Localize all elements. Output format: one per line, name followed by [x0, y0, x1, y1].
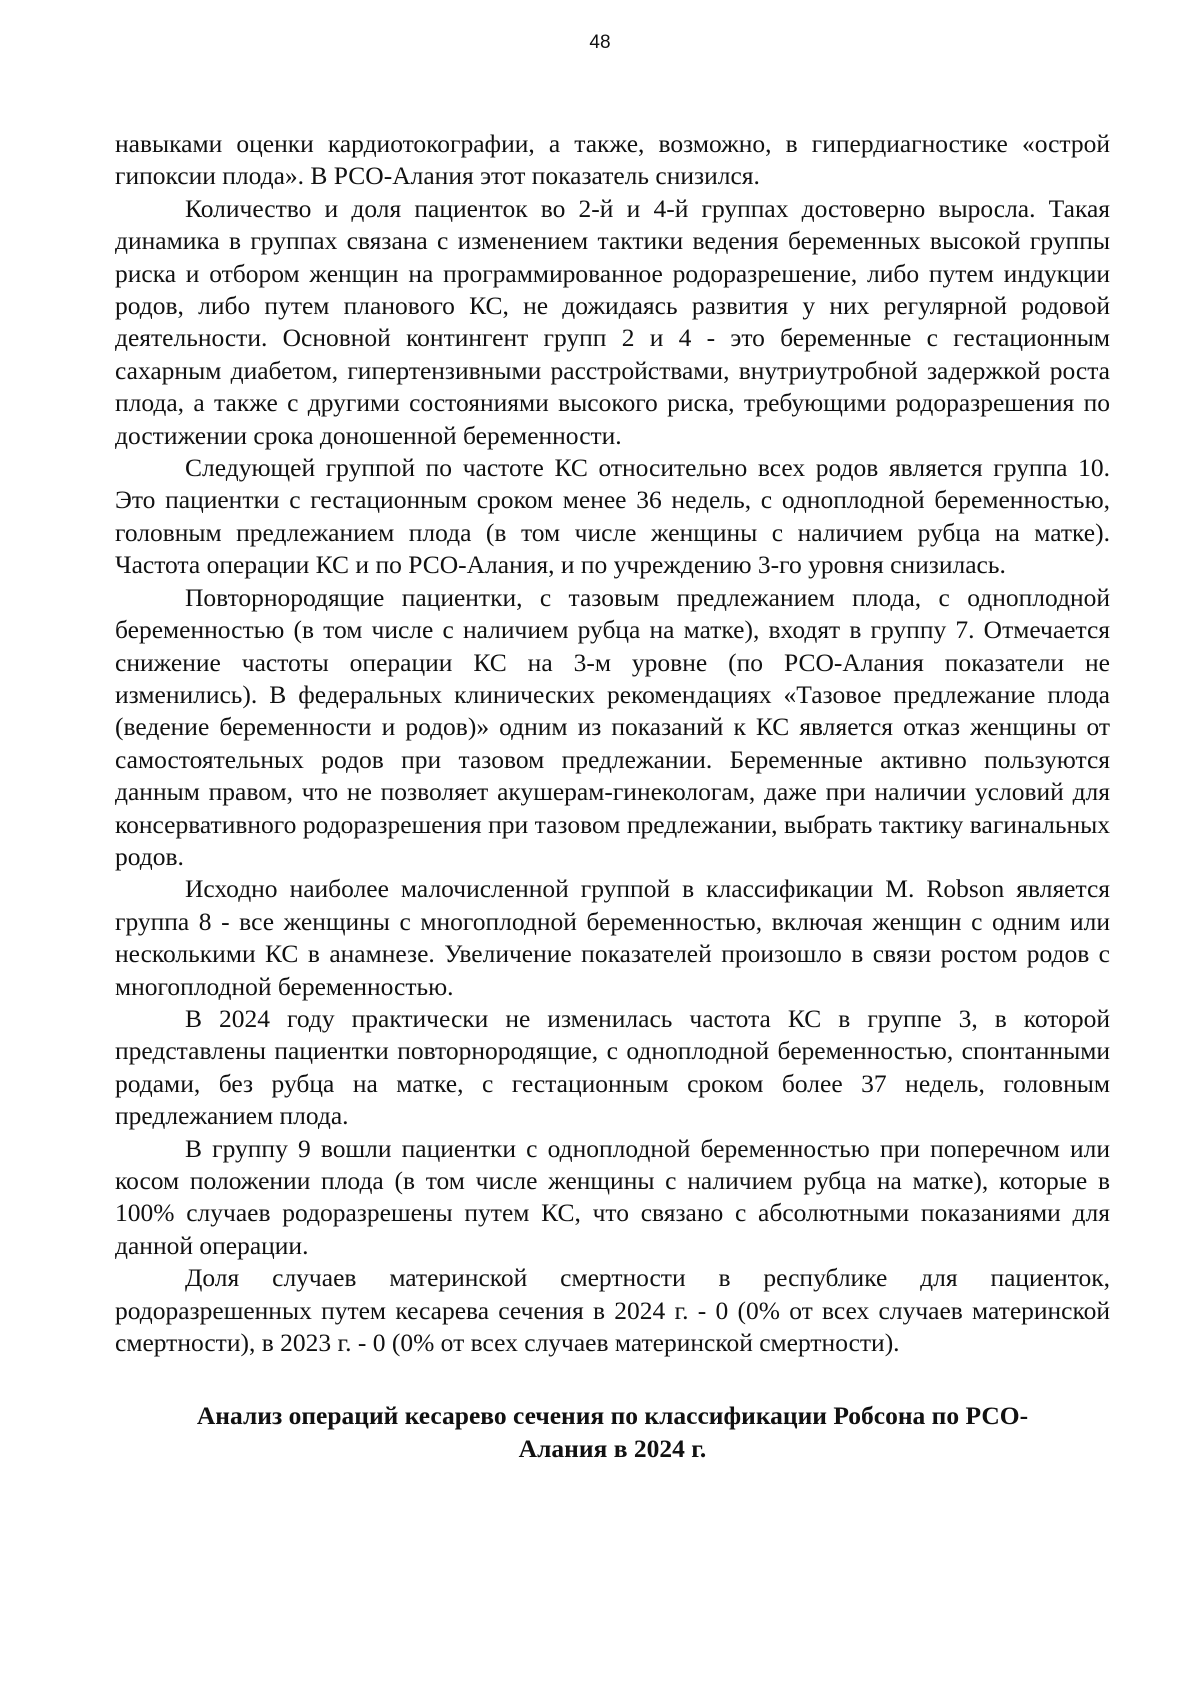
section-heading-line-2: Алания в 2024 г.	[518, 1434, 707, 1464]
paragraph-group-8: Исходно наиболее малочисленной группой в классификации M. Robson является группа 8 - все женщины с многоплодной беременностью, включая женщин с одним или несколькими КС в анамнезе. Увеличение показателей произошло в связи ростом родов с многоплодной беременностью.	[115, 874, 1110, 1001]
section-heading-line-1: Анализ операций кесарево сечения по классификации Робсона по РСО-	[196, 1401, 1029, 1431]
paragraph-group-9: В группу 9 вошли пациентки с одноплодной беременностью при поперечном или косом положении плода (в том числе женщины с наличием рубца на матке), которые в 100% случаев родоразрешены путем КС, что связано с абсолютными показаниями для данной операции.	[115, 1133, 1110, 1260]
paragraph-groups-2-4: Количество и доля пациенток во 2-й и 4-й группах достоверно выросла. Такая динамика в группах связана с изменением тактики ведения беременных высокой группы риска и отбором женщин на программированное родоразрешение, либо путем индукции родов, либо путем планового КС, не дожидаясь развития у них регулярной родовой деятельности. Основной контингент групп 2 и 4 - это беременные с гестационным сахарным диабетом, гипертензивными расстройствами, внутриутробной задержкой роста плода, а также с другими состояниями высокого риска, требующими родоразрешения по достижении срока доношенной беременности.	[115, 193, 1110, 450]
paragraph-group-10: Следующей группой по частоте КС относительно всех родов является группа 10. Это пациентки с гестационным сроком менее 36 недель, с одноплодной беременностью, головным предлежанием плода (в том числе женщины с наличием рубца на матке). Частота операции КС и по РСО-Алания, и по учреждению 3-го уровня снизилась.	[115, 453, 1110, 580]
paragraph-maternal-mortality: Доля случаев материнской смертности в республике для пациенток, родоразрешенных путем кесарева сечения в 2024 г. - 0 (0% от всех случаев материнской смертности), в 2023 г. - 0 (0% от всех случаев материнской смертности).	[115, 1263, 1110, 1358]
section-heading	[115, 1399, 1110, 1465]
page-number: 48	[589, 32, 611, 53]
paragraph-group-3: В 2024 году практически не изменилась частота КС в группе 3, в которой представлены пациентки повторнородящие, с одноплодной беременностью, спонтанными родами, без рубца на матке, с гестационным сроком более 37 недель, головным предлежанием плода.	[115, 1003, 1110, 1131]
paragraph-continuation: навыками оценки кардиотокографии, а также, возможно, в гипердиагностике «острой гипоксии плода». В РСО-Алания этот показатель снизился.	[115, 129, 1110, 191]
paragraph-group-7: Повторнородящие пациентки, с тазовым предлежанием плода, с одноплодной беременностью (в том числе с наличием рубца на матке), входят в группу 7. Отмечается снижение частоты операции КС на 3-м уровне (по РСО-Алания показатели не изменились). В федеральных клинических рекомендациях «Тазовое предлежание плода (ведение беременности и родов)» одним из показаний к КС является отказ женщины от самостоятельных родов при тазовом предлежании. Беременные активно пользуются данным правом, что не позволяет акушерам-гинекологам, даже при наличии условий для консервативного родоразрешения при тазовом предлежании, выбрать тактику вагинальных родов.	[115, 582, 1110, 871]
document-body	[115, 128, 1110, 1465]
